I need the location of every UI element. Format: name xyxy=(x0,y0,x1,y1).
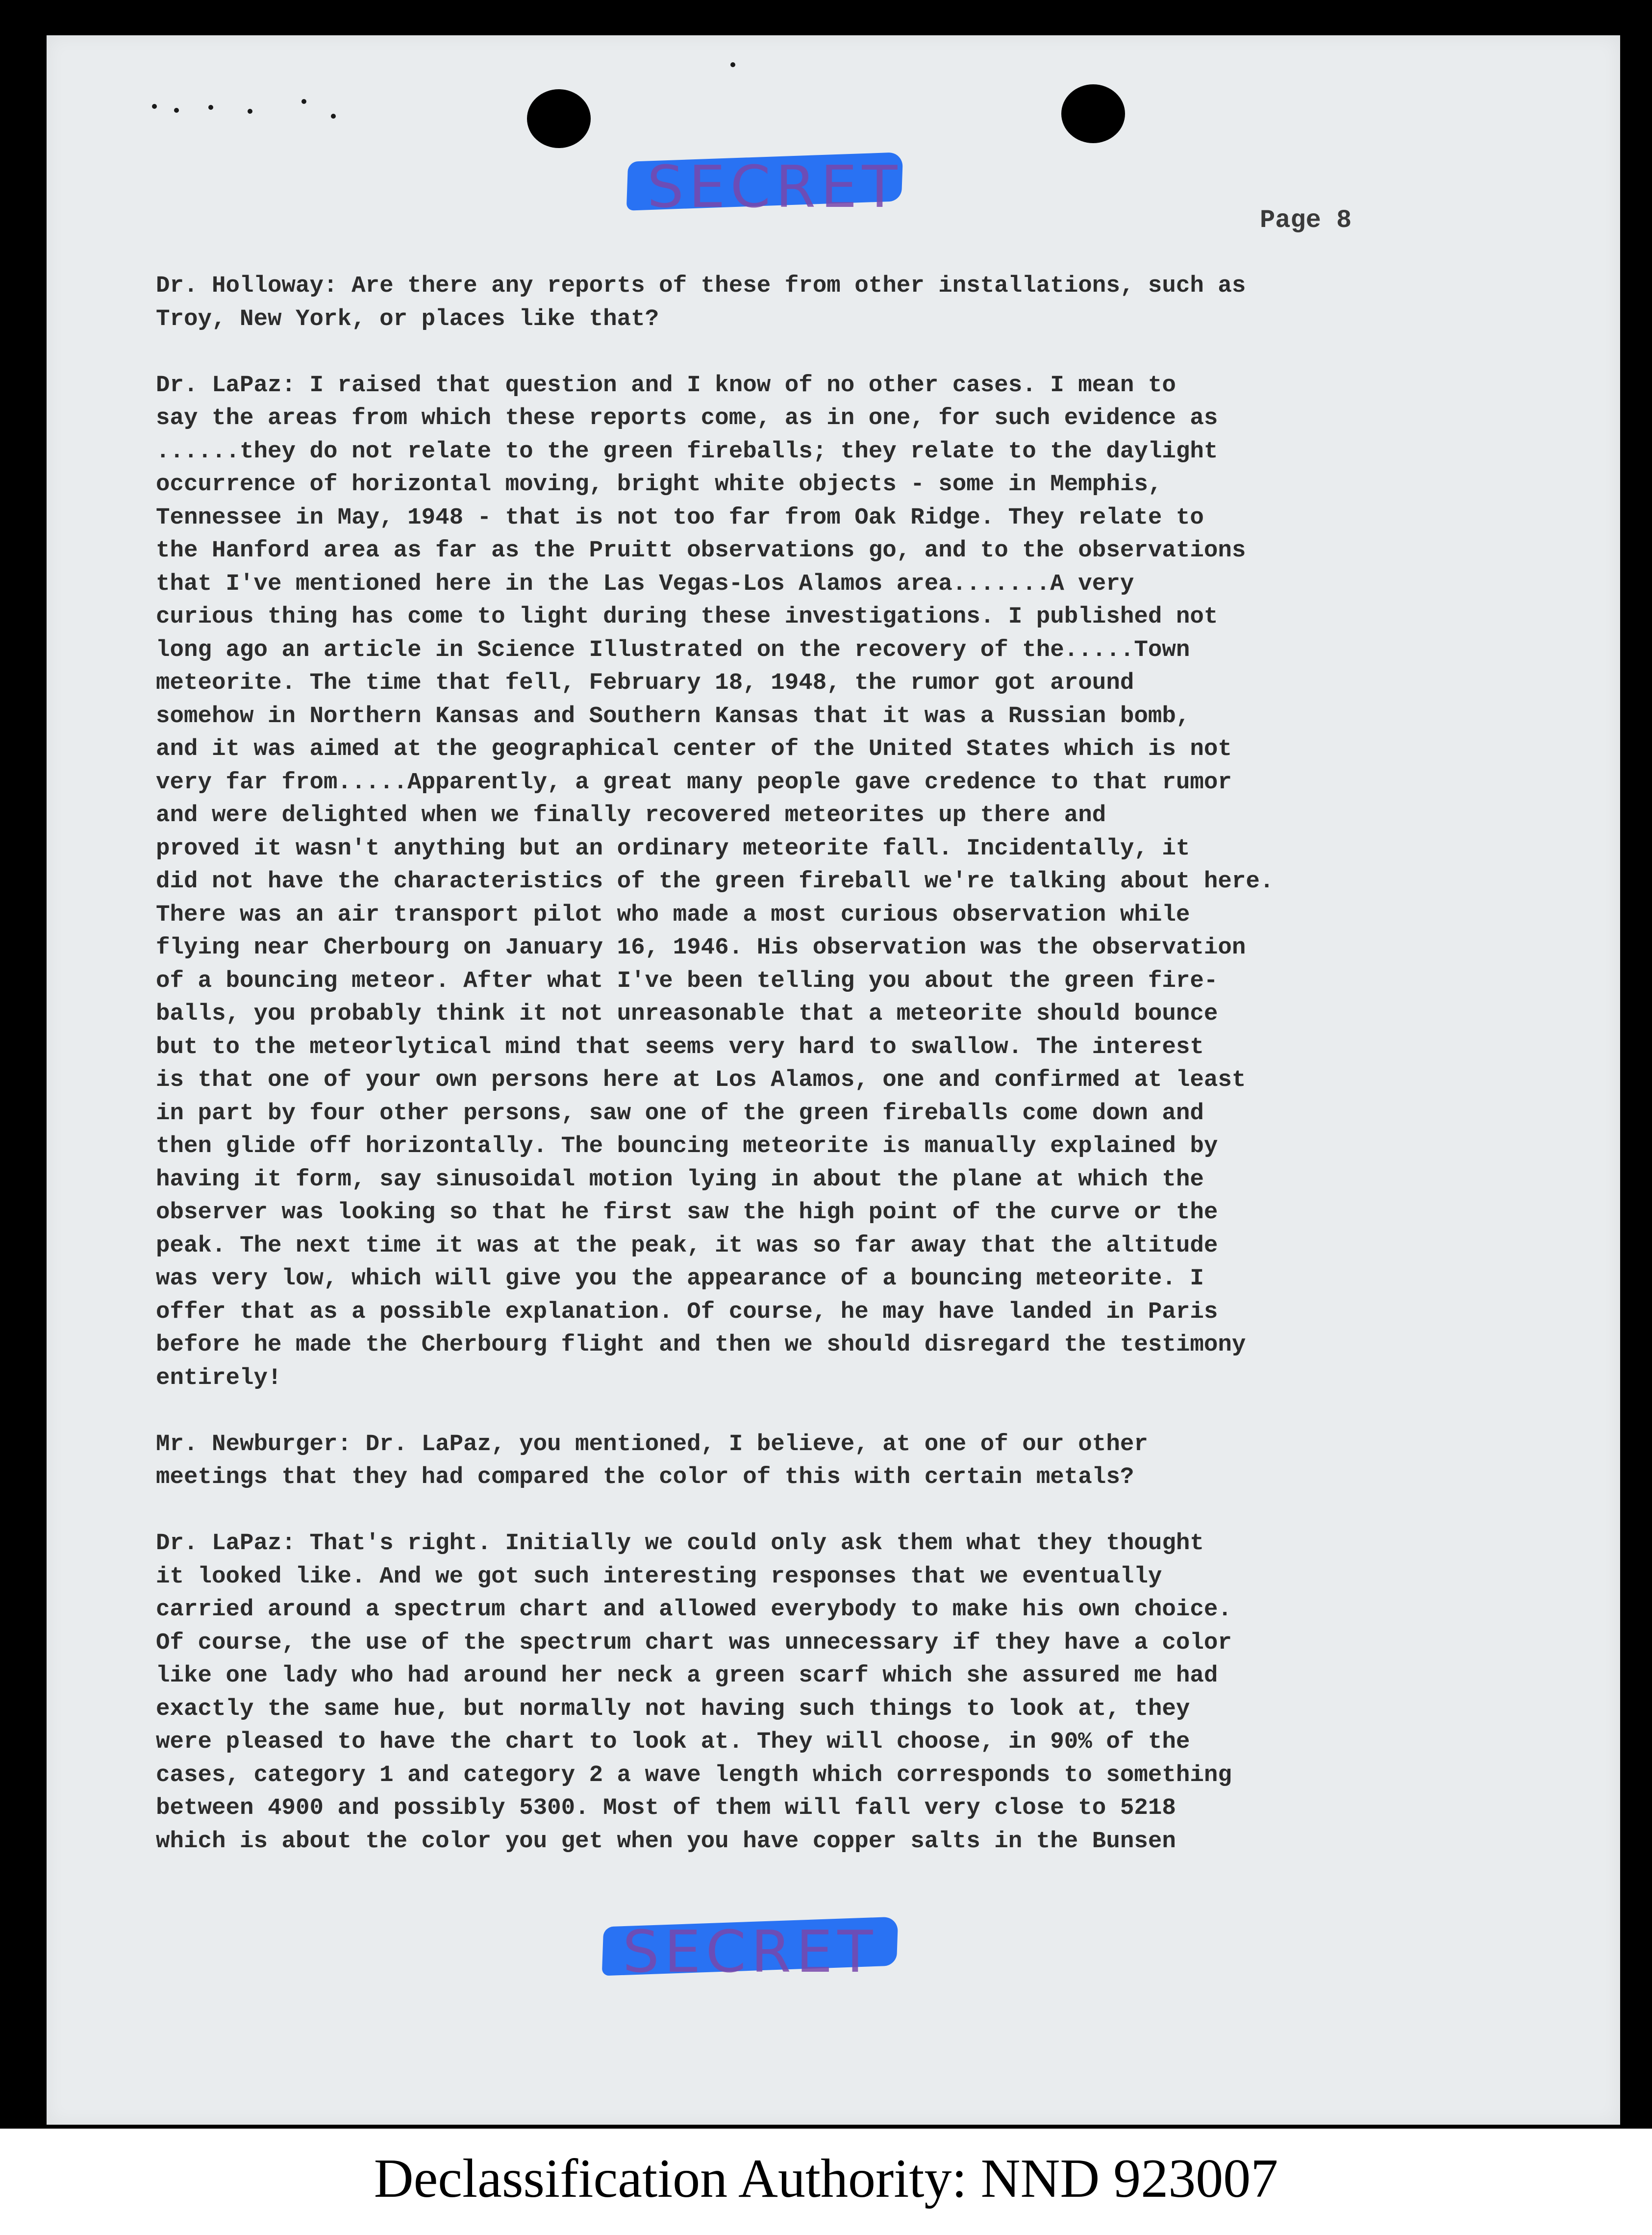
speck-mark xyxy=(248,109,252,114)
text-line: like one lady who had around her neck a green scarf which she assured me had xyxy=(156,1662,1218,1689)
text-line: meteorite. The time that fell, February 18, 1948, the rumor got around xyxy=(156,670,1134,696)
text-line: in part by four other persons, saw one of the green fireballs come down and xyxy=(156,1100,1204,1127)
text-line: observer was looking so that he first saw the high point of the curve or the xyxy=(156,1199,1218,1226)
text-line: Dr. LaPaz: That's right. Initially we could only ask them what they thought xyxy=(156,1530,1204,1557)
text-line: occurrence of horizontal moving, bright white objects - some in Memphis, xyxy=(156,471,1162,498)
text-line: flying near Cherbourg on January 16, 1946. His observation was the observation xyxy=(156,934,1246,961)
text-line: Tennessee in May, 1948 - that is not too far from Oak Ridge. They relate to xyxy=(156,504,1204,531)
declassification-caption: Declassification Authority: NND 923007 xyxy=(374,2148,1278,2209)
text-line: proved it wasn't anything but an ordinary meteorite fall. Incidentally, it xyxy=(156,835,1190,862)
paragraph xyxy=(156,270,1460,336)
speck-mark xyxy=(730,62,735,67)
text-line: before he made the Cherbourg flight and then we should disregard the testimony xyxy=(156,1331,1246,1358)
text-line: but to the meteorlytical mind that seems very hard to swallow. The interest xyxy=(156,1033,1204,1060)
text-line: which is about the color you get when you have copper salts in the Bunsen xyxy=(156,1828,1176,1855)
punch-hole-right xyxy=(1061,84,1125,143)
speck-mark xyxy=(152,104,157,109)
secret-stamp-bottom xyxy=(603,1912,897,1985)
text-line: Mr. Newburger: Dr. LaPaz, you mentioned, I believe, at one of our other xyxy=(156,1431,1148,1457)
paragraph xyxy=(156,1527,1460,1858)
text-line: exactly the same hue, but normally not having such things to look at, they xyxy=(156,1695,1190,1722)
text-line: were pleased to have the chart to look at. They will choose, in 90% of the xyxy=(156,1729,1190,1755)
stamp-text: SECRET xyxy=(623,1918,878,1985)
text-line: long ago an article in Science Illustrated on the recovery of the.....Town xyxy=(156,636,1190,663)
text-line: ......they do not relate to the green fireballs; they relate to the daylight xyxy=(156,438,1218,465)
secret-stamp-top xyxy=(627,147,902,221)
paragraph xyxy=(156,369,1460,1395)
text-line: somehow in Northern Kansas and Southern Kansas that it was a Russian bomb, xyxy=(156,703,1190,729)
page-number: Page 8 xyxy=(1260,206,1352,235)
text-line: peak. The next time it was at the peak, it was so far away that the altitude xyxy=(156,1232,1218,1259)
text-line: offer that as a possible explanation. Of course, he may have landed in Paris xyxy=(156,1298,1218,1325)
speck-mark xyxy=(331,114,336,119)
text-line: say the areas from which these reports come, as in one, for such evidence as xyxy=(156,405,1218,431)
text-line: There was an air transport pilot who made a most curious observation while xyxy=(156,901,1190,928)
speck-mark xyxy=(208,105,213,110)
text-line: was very low, which will give you the appearance of a bouncing meteorite. I xyxy=(156,1265,1204,1292)
speck-mark xyxy=(301,99,306,104)
punch-hole-left xyxy=(527,89,591,148)
text-line: of a bouncing meteor. After what I've been telling you about the green fire- xyxy=(156,967,1218,994)
text-line: and were delighted when we finally recovered meteorites up there and xyxy=(156,802,1106,829)
text-line: curious thing has come to light during these investigations. I published not xyxy=(156,603,1218,630)
text-line: the Hanford area as far as the Pruitt observations go, and to the observations xyxy=(156,537,1246,564)
text-line: did not have the characteristics of the green fireball we're talking about here. xyxy=(156,868,1274,895)
text-line: carried around a spectrum chart and allowed everybody to make his own choice. xyxy=(156,1596,1232,1623)
text-line: is that one of your own persons here at Los Alamos, one and confirmed at least xyxy=(156,1067,1246,1093)
text-line: then glide off horizontally. The bouncing meteorite is manually explained by xyxy=(156,1133,1218,1159)
text-line: cases, category 1 and category 2 a wave length which corresponds to something xyxy=(156,1761,1232,1788)
text-line: between 4900 and possibly 5300. Most of them will fall very close to 5218 xyxy=(156,1795,1176,1821)
text-line: it looked like. And we got such interesting responses that we eventually xyxy=(156,1563,1162,1590)
speck-mark xyxy=(174,108,179,113)
stamp-text: SECRET xyxy=(647,153,902,221)
paragraph xyxy=(156,1428,1460,1494)
text-line: meetings that they had compared the color of this with certain metals? xyxy=(156,1464,1134,1490)
text-line: entirely! xyxy=(156,1364,282,1391)
text-line: balls, you probably think it not unreasonable that a meteorite should bounce xyxy=(156,1001,1218,1027)
text-line: Dr. LaPaz: I raised that question and I know of no other cases. I mean to xyxy=(156,372,1176,399)
text-line: and it was aimed at the geographical center of the United States which is not xyxy=(156,736,1232,762)
text-line: that I've mentioned here in the Las Vegas-Los Alamos area.......A very xyxy=(156,570,1134,597)
text-line: very far from.....Apparently, a great many people gave credence to that rumor xyxy=(156,769,1232,796)
text-line: Troy, New York, or places like that? xyxy=(156,305,659,332)
text-line: having it form, say sinusoidal motion lying in about the plane at which the xyxy=(156,1166,1204,1193)
document-body xyxy=(156,270,1460,1891)
text-line: Dr. Holloway: Are there any reports of these from other installations, such as xyxy=(156,273,1246,299)
text-line: Of course, the use of the spectrum chart was unnecessary if they have a color xyxy=(156,1629,1232,1656)
